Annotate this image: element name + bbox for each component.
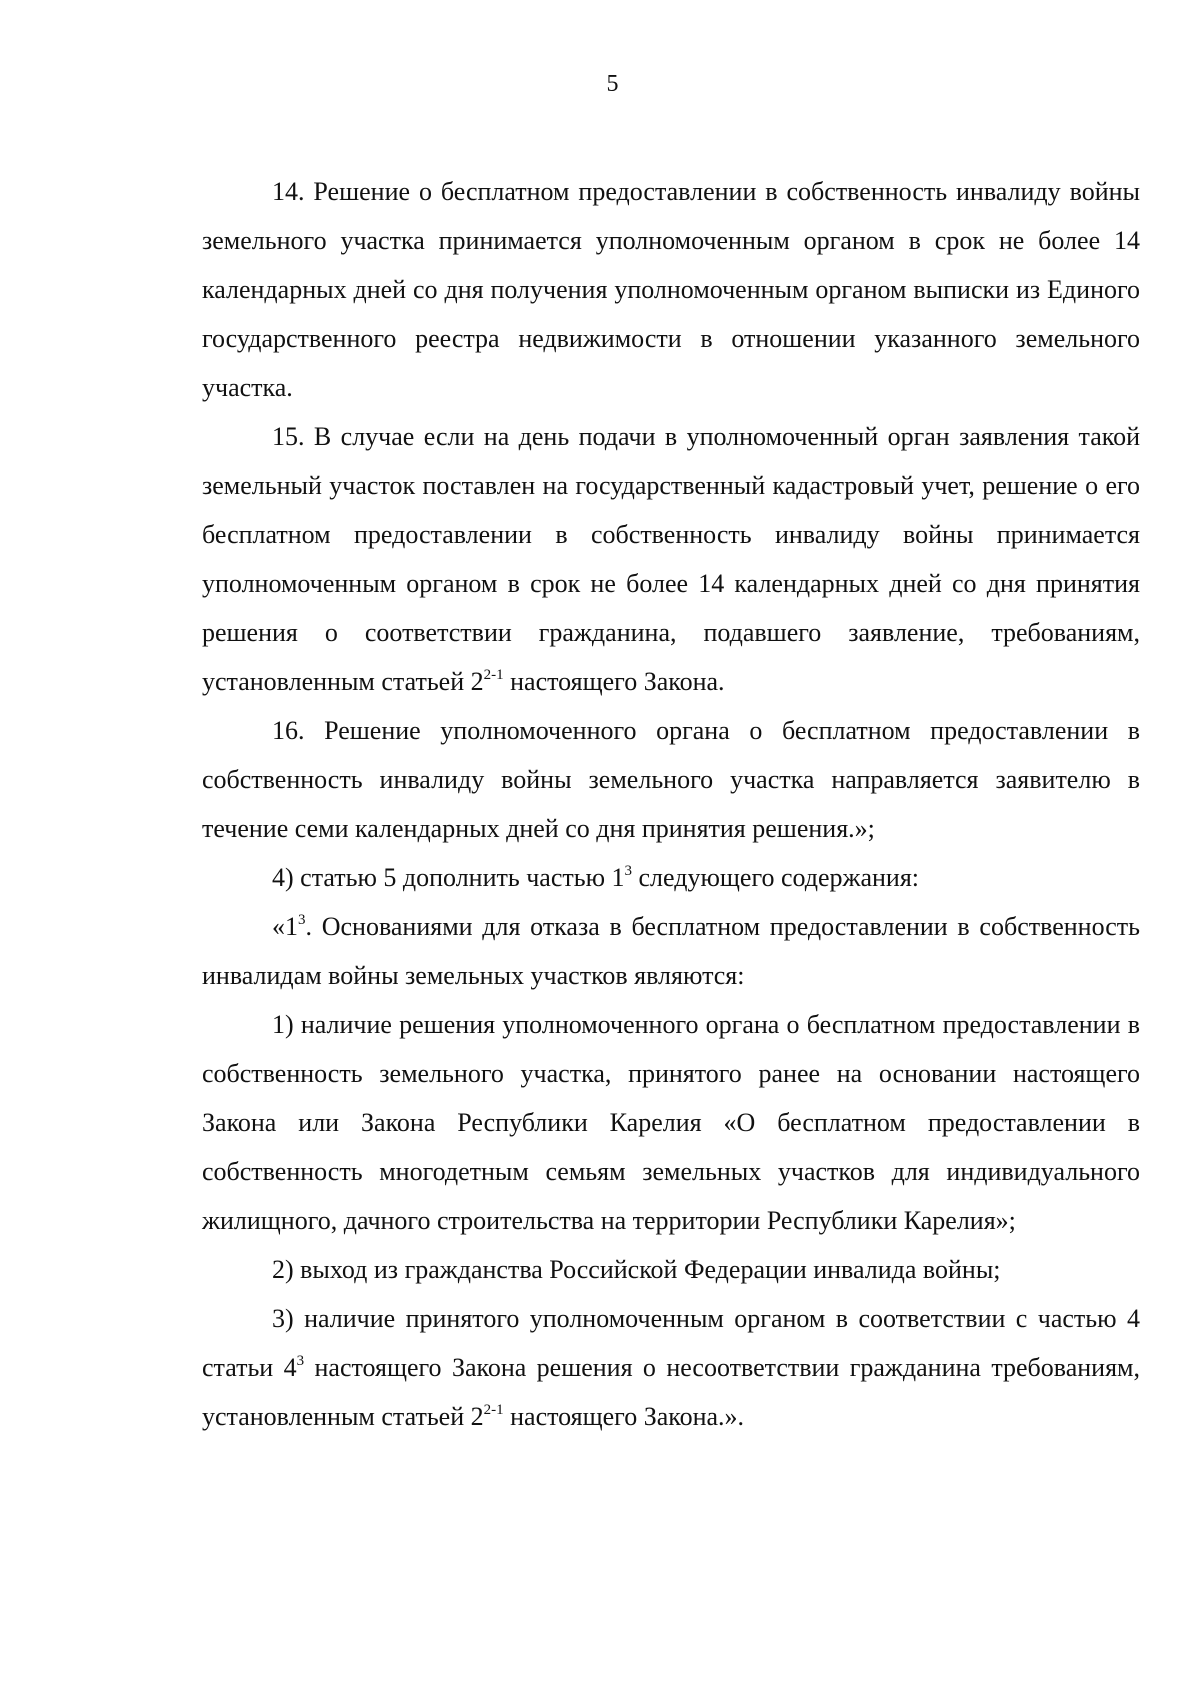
refusal-reason-3-text-part-1: 3) наличие принятого уполномоченным органом в соответствии с частью 4 статьи 4 [202,1304,1140,1382]
page-number: 5 [606,71,619,97]
paragraph-15 [202,412,1140,706]
paragraph-15-superscript: 2-1 [483,667,504,683]
part-1-3-superscript: 3 [298,912,306,928]
refusal-reason-3-superscript-2: 2-1 [483,1402,504,1418]
paragraph-16-text: 16. Решение уполномоченного органа о бесплатном предоставлении в собственность инвалиду войны земельного участка направляется заявителю в течение семи календарных дней со дня принятия решения.»; [202,716,1140,843]
paragraph-15-text: 15. В случае если на день подачи в уполномоченный орган заявления такой земельный участок поставлен на государственный кадастровый учет, решение о его бесплатном предоставлении в собственность инвалиду войны принимается уполномоченным органом в срок не более 14 календарных дней со дня принятия решения о соответствии гражданина, подавшего заявление, требованиям, установленным статьей 2 [202,422,1140,696]
amendment-item-4-text: 4) статью 5 дополнить частью 1 [272,863,625,892]
refusal-reason-3-superscript-1: 3 [296,1353,305,1369]
document-body [202,167,1140,1441]
refusal-reason-1-text: 1) наличие решения уполномоченного органа о бесплатном предоставлении в собственность земельного участка, принятого ранее на основании настоящего Закона или Закона Республики Карелия «О бесплатном предоставлении в собственность многодетным семьям земельных участков для индивидуального жилищного, дачного строительства на территории Республики Карелия»; [202,1010,1140,1235]
paragraph-16 [202,706,1140,853]
paragraph-14-text: 14. Решение о бесплатном предоставлении в собственность инвалиду войны земельного участка принимается уполномоченным органом в срок не более 14 календарных дней со дня получения уполномоченным органом выписки из Единого государственного реестра недвижимости в отношении указанного земельного участка. [202,177,1140,402]
amendment-item-4-ending: следующего содержания: [632,863,920,892]
refusal-reason-2-text: 2) выход из гражданства Российской Федерации инвалида войны; [272,1255,1001,1284]
refusal-reason-3-text-part-2: настоящего Закона решения о несоответствии гражданина требованиям, установленным статьей 2 [202,1353,1140,1431]
paragraph-14 [202,167,1140,412]
part-1-3-prefix: «1 [272,912,298,941]
amendment-item-4 [202,853,1140,902]
refusal-reason-2 [202,1245,1140,1294]
refusal-reason-3-text-part-3: настоящего Закона.». [503,1402,745,1431]
paragraph-15-ending: настоящего Закона. [503,667,725,696]
part-1-3-text: . Основаниями для отказа в бесплатном предоставлении в собственность инвалидам войны земельных участков являются: [202,912,1140,990]
amendment-item-4-superscript: 3 [624,863,633,879]
part-1-3 [202,902,1140,1000]
refusal-reason-1 [202,1000,1140,1245]
refusal-reason-3 [202,1294,1140,1441]
